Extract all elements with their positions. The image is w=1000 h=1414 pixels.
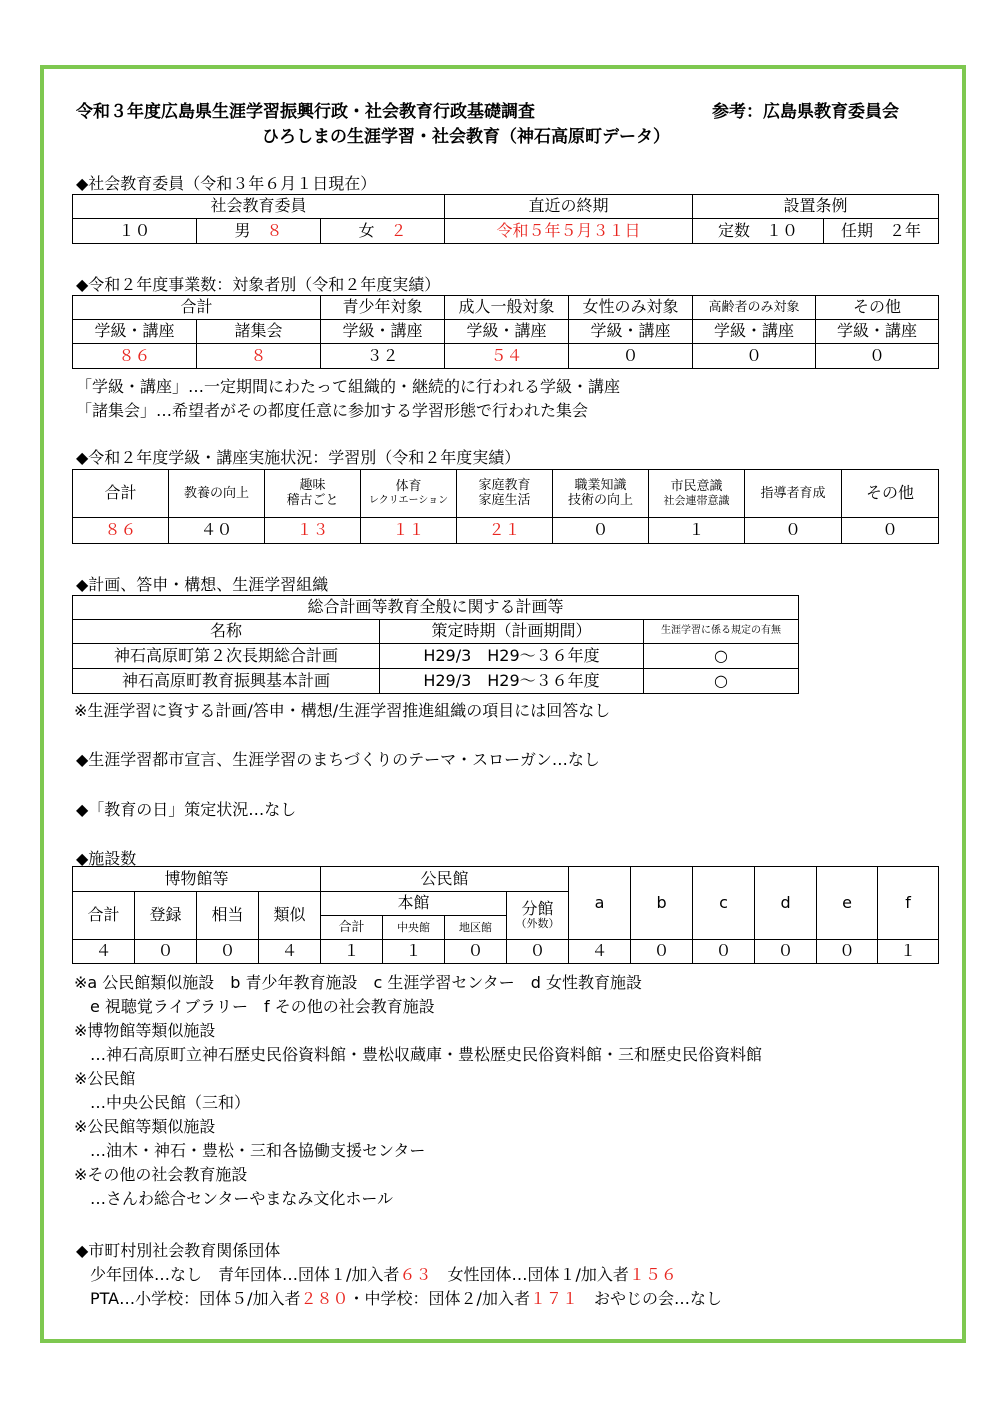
- fac-note: …さんわ総合センターやまなみ文化ホール: [74, 1189, 394, 1208]
- projects-h-youth: 青少年対象: [321, 296, 445, 320]
- plan-period: H29/3 H29～３６年度: [380, 669, 644, 694]
- courses-h-home: 家庭教育 家庭生活: [457, 470, 553, 518]
- group-pta-elem: PTA…小学校：団体５/加入者: [90, 1289, 301, 1308]
- fac-h-registered: 登録: [135, 892, 197, 940]
- group-pta-elem-count: ２８０: [300, 1289, 349, 1308]
- fac-h-district: 地区館: [445, 916, 507, 940]
- fac-note: ※公民館: [74, 1069, 136, 1088]
- fac-h-bunkan: 分館 （外数）: [507, 892, 569, 940]
- declaration: ◆生涯学習都市宣言、生涯学習のまちづくりのテーマ・スローガン…なし: [76, 750, 600, 769]
- facilities-table: [72, 866, 939, 964]
- plan-rule: ○: [644, 669, 799, 694]
- fac-h-similar: 類似: [259, 892, 321, 940]
- group-women-count: １５６: [628, 1265, 677, 1284]
- group-young-adult: 青年団体…団体１/加入者: [218, 1265, 400, 1284]
- plans-table: [72, 595, 799, 694]
- groups-line-2: [90, 1286, 722, 1309]
- plans-note: ※生涯学習に資する計画/答申・構想/生涯学習推進組織の項目には回答なし: [74, 701, 611, 720]
- group-pta-mid-count: １７１: [529, 1289, 578, 1308]
- projects-h-adult: 成人一般対象: [445, 296, 569, 320]
- projects-value: ８: [197, 344, 321, 369]
- plans-h-rule: 生涯学習に係る規定の有無: [644, 620, 799, 644]
- committee-table: [72, 194, 939, 244]
- projects-value: ０: [693, 344, 816, 369]
- col-term: 直近の終期: [445, 195, 693, 219]
- projects-sub: 学級・講座: [693, 320, 816, 344]
- courses-h-other: その他: [842, 470, 939, 518]
- fac-value: ０: [755, 940, 817, 964]
- courses-heading: ◆令和２年度学級・講座実施状況：学習別（令和２年度実績）: [76, 448, 521, 467]
- fac-note: …中央公民館（三和）: [74, 1093, 251, 1112]
- fac-h-museum: 博物館等: [73, 867, 321, 892]
- courses-value: ４０: [169, 518, 265, 544]
- fac-value: １: [321, 940, 383, 964]
- fac-h-honkan: 本館: [321, 892, 507, 916]
- projects-note-2: 「諸集会」…希望者がその都度任意に参加する学習形態で行われた集会: [76, 401, 589, 420]
- committee-heading: ◆社会教育委員（令和３年６月１日現在）: [76, 174, 377, 193]
- fac-value: １: [383, 940, 445, 964]
- projects-h-women: 女性のみ対象: [569, 296, 693, 320]
- fac-h-a: a: [569, 867, 631, 940]
- fac-h-kominkan: 公民館: [321, 867, 569, 892]
- courses-h-sports: 体育 レクリエーション: [361, 470, 457, 518]
- fac-h-equivalent: 相当: [197, 892, 259, 940]
- projects-table: [72, 295, 939, 369]
- projects-value: ５４: [445, 344, 569, 369]
- courses-value: ８６: [73, 518, 169, 544]
- col-ordinance: 設置条例: [693, 195, 939, 219]
- members-female: 女 ２: [321, 219, 445, 244]
- plans-h-name: 名称: [73, 620, 380, 644]
- courses-value: １３: [265, 518, 361, 544]
- fac-note: …神石高原町立神石歴史民俗資料館・豊松収蔵庫・豊松歴史民俗資料館・三和歴史民俗資料館: [74, 1045, 763, 1064]
- projects-sub: 学級・講座: [569, 320, 693, 344]
- projects-sub: 学級・講座: [816, 320, 939, 344]
- projects-value: ３２: [321, 344, 445, 369]
- reference-source: 参考：広島県教育委員会: [712, 102, 899, 122]
- fac-h-f: f: [878, 867, 939, 940]
- courses-value: １: [649, 518, 745, 544]
- projects-heading: ◆令和２年度事業数：対象者別（令和２年度実績）: [76, 275, 441, 294]
- fac-value: ４: [259, 940, 321, 964]
- fac-value: ０: [445, 940, 507, 964]
- projects-h-other: その他: [816, 296, 939, 320]
- plan-name: 神石高原町第２次長期総合計画: [73, 644, 380, 669]
- fac-value: ４: [73, 940, 135, 964]
- fac-h-d: d: [755, 867, 817, 940]
- group-pta-mid: ・中学校：団体２/加入者: [348, 1289, 530, 1308]
- fac-value: ０: [817, 940, 878, 964]
- courses-value: １１: [361, 518, 457, 544]
- groups-heading: ◆市町村別社会教育関係団体: [76, 1241, 281, 1260]
- projects-h-elderly: 高齢者のみ対象: [693, 296, 816, 320]
- col-members: 社会教育委員: [73, 195, 445, 219]
- fac-value: ０: [197, 940, 259, 964]
- fac-value: ０: [631, 940, 693, 964]
- fac-note: ※その他の社会教育施設: [74, 1165, 248, 1184]
- fac-h-e: e: [817, 867, 878, 940]
- fac-note: …油木・神石・豊松・三和各協働支援センター: [74, 1141, 426, 1160]
- report-subtitle: ひろしまの生涯学習・社会教育（神石高原町データ）: [262, 127, 670, 147]
- fac-note: ※a 公民館類似施設 b 青少年教育施設 c 生涯学習センター d 女性教育施設: [74, 973, 643, 992]
- courses-value: ０: [553, 518, 649, 544]
- fac-h-sub-total: 合計: [321, 916, 383, 940]
- plans-table-title: 総合計画等教育全般に関する計画等: [73, 596, 799, 620]
- plan-rule: ○: [644, 644, 799, 669]
- group-women: 女性団体…団体１/加入者: [447, 1265, 629, 1284]
- group-fathers: おやじの会…なし: [593, 1289, 722, 1308]
- courses-table: [72, 469, 939, 544]
- fac-value: ０: [507, 940, 569, 964]
- projects-note-1: 「学級・講座」…一定期間にわたって組織的・継続的に行われる学級・講座: [76, 377, 621, 396]
- plans-h-period: 策定時期（計画期間）: [380, 620, 644, 644]
- report-title: 令和３年度広島県生涯学習振興行政・社会教育行政基礎調査: [76, 102, 535, 122]
- fac-value: ４: [569, 940, 631, 964]
- group-young-adult-count: ６３: [399, 1265, 432, 1284]
- projects-sub: 学級・講座: [73, 320, 197, 344]
- education-day: ◆「教育の日」策定状況…なし: [76, 800, 297, 819]
- fac-value: ０: [693, 940, 755, 964]
- fac-h-c: c: [693, 867, 755, 940]
- groups-line-1: [90, 1262, 677, 1285]
- projects-sub: 諸集会: [197, 320, 321, 344]
- plans-heading: ◆計画、答申・構想、生涯学習組織: [76, 575, 329, 594]
- fac-note: e 視聴覚ライブラリー f その他の社会教育施設: [74, 997, 435, 1016]
- courses-value: ０: [745, 518, 842, 544]
- fac-h-b: b: [631, 867, 693, 940]
- courses-value: ２１: [457, 518, 553, 544]
- fac-h-total: 合計: [73, 892, 135, 940]
- fac-note: ※公民館等類似施設: [74, 1117, 216, 1136]
- plan-name: 神石高原町教育振興基本計画: [73, 669, 380, 694]
- courses-h-civic: 市民意識 社会連帯意識: [649, 470, 745, 518]
- term-end: 令和５年５月３１日: [445, 219, 693, 244]
- projects-value: ８６: [73, 344, 197, 369]
- plan-period: H29/3 H29～３６年度: [380, 644, 644, 669]
- projects-sub: 学級・講座: [445, 320, 569, 344]
- courses-h-hobby: 趣味 稽古ごと: [265, 470, 361, 518]
- courses-h-culture: 教養の向上: [169, 470, 265, 518]
- courses-h-total: 合計: [73, 470, 169, 518]
- tenure: 任期 ２年: [824, 219, 939, 244]
- fac-note: ※博物館等類似施設: [74, 1021, 216, 1040]
- projects-h-total: 合計: [73, 296, 321, 320]
- courses-h-job: 職業知識 技術の向上: [553, 470, 649, 518]
- fac-value: １: [878, 940, 939, 964]
- members-total: １０: [73, 219, 197, 244]
- projects-value: ０: [569, 344, 693, 369]
- projects-value: ０: [816, 344, 939, 369]
- courses-h-leader: 指導者育成: [745, 470, 842, 518]
- facilities-heading: ◆施設数: [76, 849, 137, 868]
- projects-sub: 学級・講座: [321, 320, 445, 344]
- quota: 定数 １０: [693, 219, 824, 244]
- group-youth: 少年団体…なし: [90, 1265, 203, 1284]
- members-male: 男 ８: [197, 219, 321, 244]
- fac-value: ０: [135, 940, 197, 964]
- courses-value: ０: [842, 518, 939, 544]
- fac-h-central: 中央館: [383, 916, 445, 940]
